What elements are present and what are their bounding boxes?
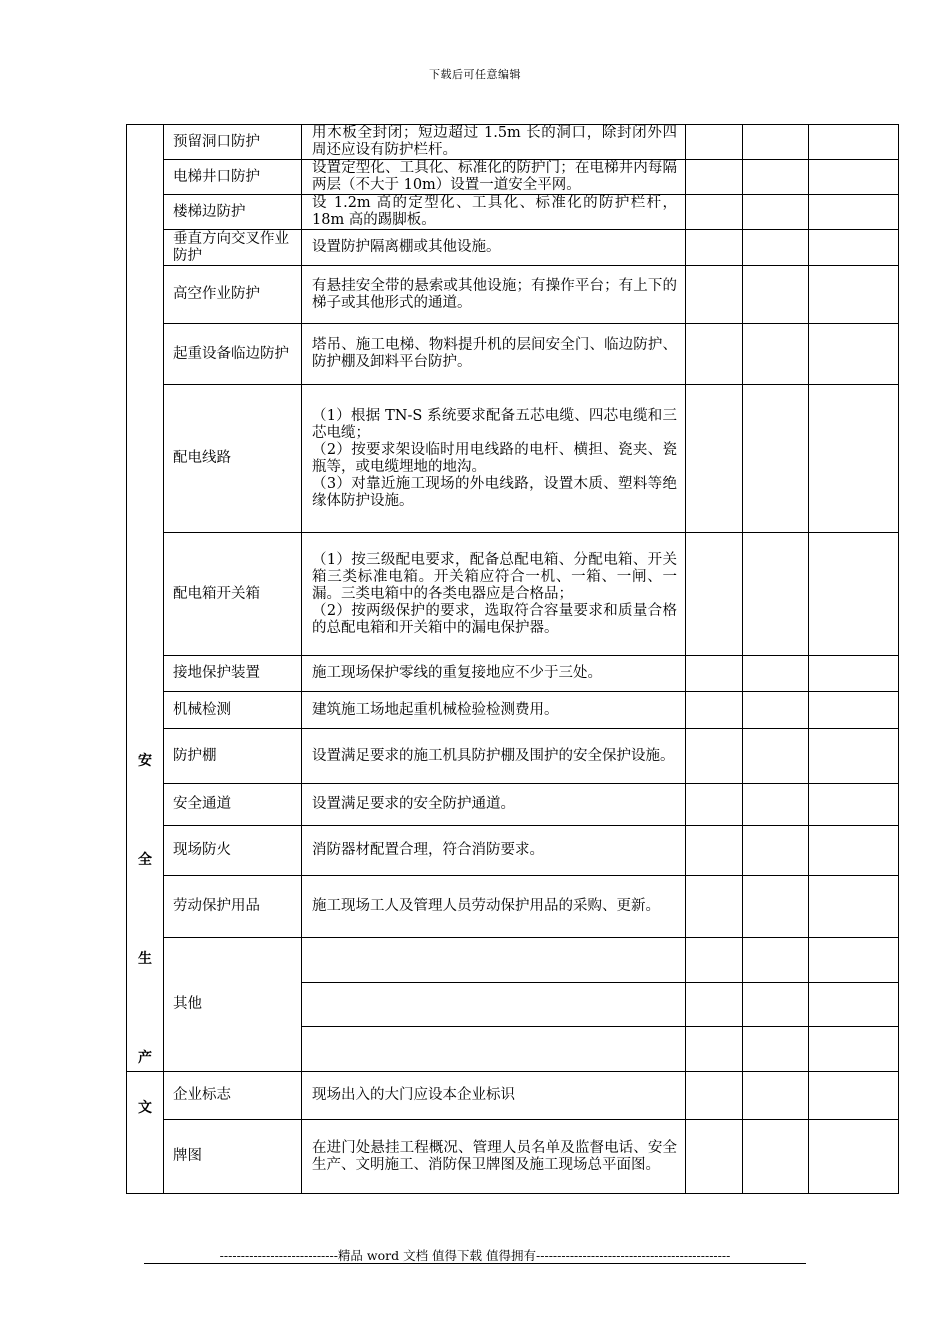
empty-cell xyxy=(809,230,899,266)
empty-cell xyxy=(686,195,743,230)
empty-cell xyxy=(686,160,743,195)
item-name: 其他 xyxy=(164,938,302,1072)
table-row xyxy=(127,230,899,266)
empty-cell xyxy=(809,1027,899,1072)
table-row xyxy=(127,729,899,784)
empty-cell xyxy=(743,729,809,784)
item-description: 设置满足要求的安全防护通道。 xyxy=(302,784,686,826)
empty-cell xyxy=(743,266,809,324)
empty-cell xyxy=(743,983,809,1027)
empty-cell xyxy=(686,729,743,784)
empty-cell xyxy=(743,784,809,826)
empty-cell xyxy=(743,656,809,692)
item-description: 设置防护隔离棚或其他设施。 xyxy=(302,230,686,266)
empty-cell xyxy=(686,1072,743,1120)
category-civil-construction xyxy=(127,1072,164,1194)
table-row xyxy=(127,1072,899,1120)
empty-cell xyxy=(743,533,809,656)
empty-cell xyxy=(809,533,899,656)
table-row xyxy=(127,876,899,938)
table-row xyxy=(127,1120,899,1194)
safety-cost-table xyxy=(126,124,899,1194)
item-description: 施工现场工人及管理人员劳动保护用品的采购、更新。 xyxy=(302,876,686,938)
item-description: （1）根据 TN-S 系统要求配备五芯电缆、四芯电缆和三芯电缆； （2）按要求架设临时用电线路的电杆、横担、瓷夹、瓷瓶等，或电缆埋地的地沟。 （3）对靠近施工现场的外电线路，设置木质、塑料等绝缘体防护设施。 xyxy=(302,385,686,533)
item-description: 设置满足要求的施工机具防护棚及围护的安全保护设施。 xyxy=(302,729,686,784)
empty-cell xyxy=(686,266,743,324)
empty-cell xyxy=(743,160,809,195)
empty-cell xyxy=(809,656,899,692)
item-name: 劳动保护用品 xyxy=(164,876,302,938)
table-row xyxy=(127,266,899,324)
empty-cell xyxy=(743,195,809,230)
empty-cell xyxy=(686,385,743,533)
item-name: 机械检测 xyxy=(164,692,302,729)
empty-cell xyxy=(686,1027,743,1072)
item-description: 现场出入的大门应设本企业标识 xyxy=(302,1072,686,1120)
item-description: 消防器材配置合理，符合消防要求。 xyxy=(302,826,686,876)
footer-divider xyxy=(144,1263,806,1264)
table-row xyxy=(127,656,899,692)
empty-cell xyxy=(809,938,899,983)
table-row xyxy=(127,195,899,230)
empty-cell xyxy=(743,1120,809,1194)
empty-cell xyxy=(686,533,743,656)
category-char: 生 xyxy=(138,950,152,967)
empty-cell xyxy=(809,324,899,385)
empty-cell xyxy=(686,983,743,1027)
empty-cell xyxy=(686,876,743,938)
item-name: 牌图 xyxy=(164,1120,302,1194)
table-row xyxy=(127,533,899,656)
empty-cell xyxy=(743,938,809,983)
item-description: 用木板全封闭；短边超过 1.5m 长的洞口，除封闭外四周还应设有防护栏杆。 xyxy=(302,125,686,160)
item-description: 设置定型化、工具化、标准化的防护门；在电梯井内每隔两层（不大于 10m）设置一道安全平网。 xyxy=(302,160,686,195)
empty-cell xyxy=(686,230,743,266)
table-row xyxy=(127,938,899,983)
empty-cell xyxy=(743,324,809,385)
empty-cell xyxy=(809,266,899,324)
table-row xyxy=(127,125,899,160)
empty-cell xyxy=(686,324,743,385)
item-name: 预留洞口防护 xyxy=(164,125,302,160)
header-note: 下载后可任意编辑 xyxy=(429,68,521,81)
item-description xyxy=(302,983,686,1027)
item-description: （1）按三级配电要求，配备总配电箱、分配电箱、开关箱三类标准电箱。开关箱应符合一机、一箱、一闸、一漏。三类电箱中的各类电器应是合格品； （2）按两级保护的要求，选取符合容量要求和质量合格的总配电箱和开关箱中的漏电保护器。 xyxy=(302,533,686,656)
empty-cell xyxy=(809,826,899,876)
footer-text: ----------------------------精品 word 文档 值得下载 值得拥有---------------------------------------------- xyxy=(219,1248,731,1263)
item-name: 起重设备临边防护 xyxy=(164,324,302,385)
item-description xyxy=(302,938,686,983)
item-description: 施工现场保护零线的重复接地应不少于三处。 xyxy=(302,656,686,692)
table-row xyxy=(127,826,899,876)
empty-cell xyxy=(809,983,899,1027)
empty-cell xyxy=(743,692,809,729)
empty-cell xyxy=(686,784,743,826)
category-safety-production xyxy=(127,125,164,1072)
empty-cell xyxy=(743,230,809,266)
item-name: 电梯井口防护 xyxy=(164,160,302,195)
empty-cell xyxy=(686,125,743,160)
empty-cell xyxy=(809,876,899,938)
empty-cell xyxy=(686,656,743,692)
item-name: 楼梯边防护 xyxy=(164,195,302,230)
empty-cell xyxy=(743,385,809,533)
category-char: 全 xyxy=(138,851,152,868)
empty-cell xyxy=(743,125,809,160)
empty-cell xyxy=(743,826,809,876)
category-char: 文 xyxy=(138,1100,152,1116)
empty-cell xyxy=(809,195,899,230)
item-name: 配电线路 xyxy=(164,385,302,533)
item-name: 配电箱开关箱 xyxy=(164,533,302,656)
item-name: 接地保护装置 xyxy=(164,656,302,692)
table-row xyxy=(127,324,899,385)
item-description: 塔吊、施工电梯、物料提升机的层间安全门、临边防护、防护棚及卸料平台防护。 xyxy=(302,324,686,385)
empty-cell xyxy=(809,385,899,533)
empty-cell xyxy=(743,876,809,938)
item-description: 建筑施工场地起重机械检验检测费用。 xyxy=(302,692,686,729)
category-char: 产 xyxy=(138,1049,152,1066)
item-description: 在进门处悬挂工程概况、管理人员名单及监督电话、安全生产、文明施工、消防保卫牌图及施工现场总平面图。 xyxy=(302,1120,686,1194)
empty-cell xyxy=(686,1120,743,1194)
item-name: 防护棚 xyxy=(164,729,302,784)
item-name: 安全通道 xyxy=(164,784,302,826)
item-description: 设 1.2m 高的定型化、工具化、标准化的防护栏杆，18m 高的踢脚板。 xyxy=(302,195,686,230)
item-name: 高空作业防护 xyxy=(164,266,302,324)
item-name: 垂直方向交叉作业防护 xyxy=(164,230,302,266)
empty-cell xyxy=(809,692,899,729)
table-row xyxy=(127,385,899,533)
table-row xyxy=(127,160,899,195)
empty-cell xyxy=(809,1072,899,1120)
empty-cell xyxy=(743,1027,809,1072)
item-description xyxy=(302,1027,686,1072)
empty-cell xyxy=(809,1120,899,1194)
empty-cell xyxy=(809,729,899,784)
empty-cell xyxy=(809,125,899,160)
empty-cell xyxy=(809,784,899,826)
empty-cell xyxy=(686,938,743,983)
empty-cell xyxy=(743,1072,809,1120)
category-char: 安 xyxy=(138,752,152,769)
item-description: 有悬挂安全带的悬索或其他设施；有操作平台；有上下的梯子或其他形式的通道。 xyxy=(302,266,686,324)
item-name: 现场防火 xyxy=(164,826,302,876)
empty-cell xyxy=(686,826,743,876)
table-row xyxy=(127,692,899,729)
item-name: 企业标志 xyxy=(164,1072,302,1120)
empty-cell xyxy=(809,160,899,195)
table-row xyxy=(127,784,899,826)
empty-cell xyxy=(686,692,743,729)
